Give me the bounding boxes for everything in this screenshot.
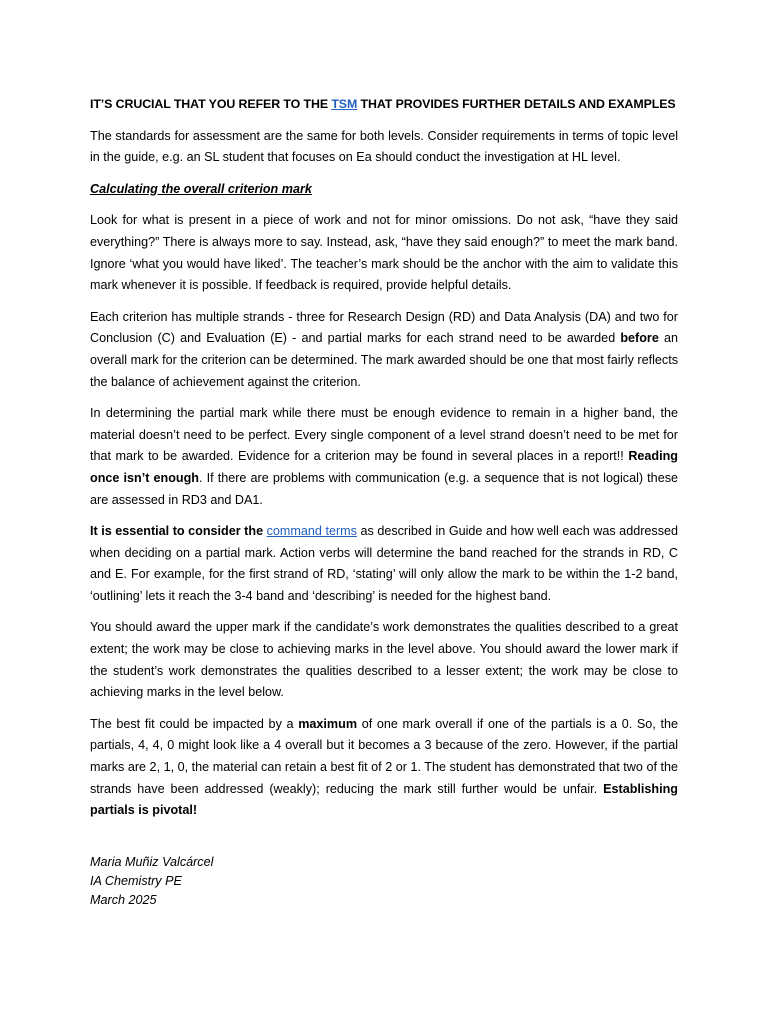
paragraph-standards: The standards for assessment are the same for both levels. Consider requirements in terms of topic level in the guide, e.g. an SL student that focuses on Ea should conduct the investigation at HL level. bbox=[90, 128, 678, 165]
paragraph-partial-mark: In determining the partial mark while there must be enough evidence to remain in a higher band, the material doesn’t need to be perfect. Every single component of a level strand doesn’t need to be met for that mark to be awarded. Evidence for a criterion may be found in several places in a report!! Reading once isn’t enough. If there are problems with communication (e.g. a sequence that is not logical) these are assessed in RD3 and DA1. bbox=[90, 406, 678, 507]
paragraph-strands: Each criterion has multiple strands - three for Research Design (RD) and Data Analysis (DA) and two for Conclusion (C) and Evaluation (E) - and partial marks for each strand need to be awarded before an overall mark for the criterion can be determined. The mark awarded should be one that most fairly reflects the balance of achievement against the criterion. bbox=[90, 309, 678, 389]
author-name: Maria Muñiz Valcárcel bbox=[90, 854, 214, 869]
section-heading: Calculating the overall criterion mark bbox=[90, 181, 312, 196]
paragraph-omissions: Look for what is present in a piece of work and not for minor omissions. Do not ask, “have they said everything?” There is always more to say. Instead, ask, “have they said enough?” to meet the mark band. Ignore ‘what you would have liked’. The teacher’s mark should be the anchor with the aim to validate this mark whenever it is possible. If feedback is required, provide helpful details. bbox=[90, 213, 678, 293]
author-role: IA Chemistry PE bbox=[90, 873, 182, 888]
paragraph-command-terms: It is essential to consider the command terms as described in Guide and how well each was addressed when deciding on a partial mark. Action verbs will determine the band reached for the strands in RD, C and E. For example, for the first strand of RD, ‘stating’ will only allow the mark to be within the 1-2 band, ‘outlining’ lets it reach the 3-4 band and ‘describing’ is needed for the highest band. bbox=[90, 524, 678, 603]
page-title: IT’S CRUCIAL THAT YOU REFER TO THE TSM THAT PROVIDES FURTHER DETAILS AND EXAMPLES bbox=[90, 97, 676, 111]
command-terms-link[interactable]: command terms bbox=[266, 524, 357, 539]
tsm-link[interactable]: TSM bbox=[331, 97, 358, 111]
paragraph-best-fit: The best fit could be impacted by a maximum of one mark overall if one of the partials is a 0. So, the partials, 4, 4, 0 might look like a 4 overall but it becomes a 3 because of the zero. However, if the partial marks are 2, 1, 0, the material can retain a best fit of 2 or 1. The student has demonstrated that two of the strands have been addressed (weakly); reducing the mark still further would be unfair. Establishing partials is pivotal! bbox=[90, 716, 678, 818]
signature-block bbox=[90, 853, 678, 910]
paragraph-upper-lower-mark: You should award the upper mark if the candidate’s work demonstrates the qualities described to a great extent; the work may be close to achieving marks in the level above. You should award the lower mark if the student’s work demonstrates the qualities described to a lesser extent; the work may be close to achieving marks in the level below. bbox=[90, 620, 678, 700]
document-date: March 2025 bbox=[90, 892, 157, 907]
